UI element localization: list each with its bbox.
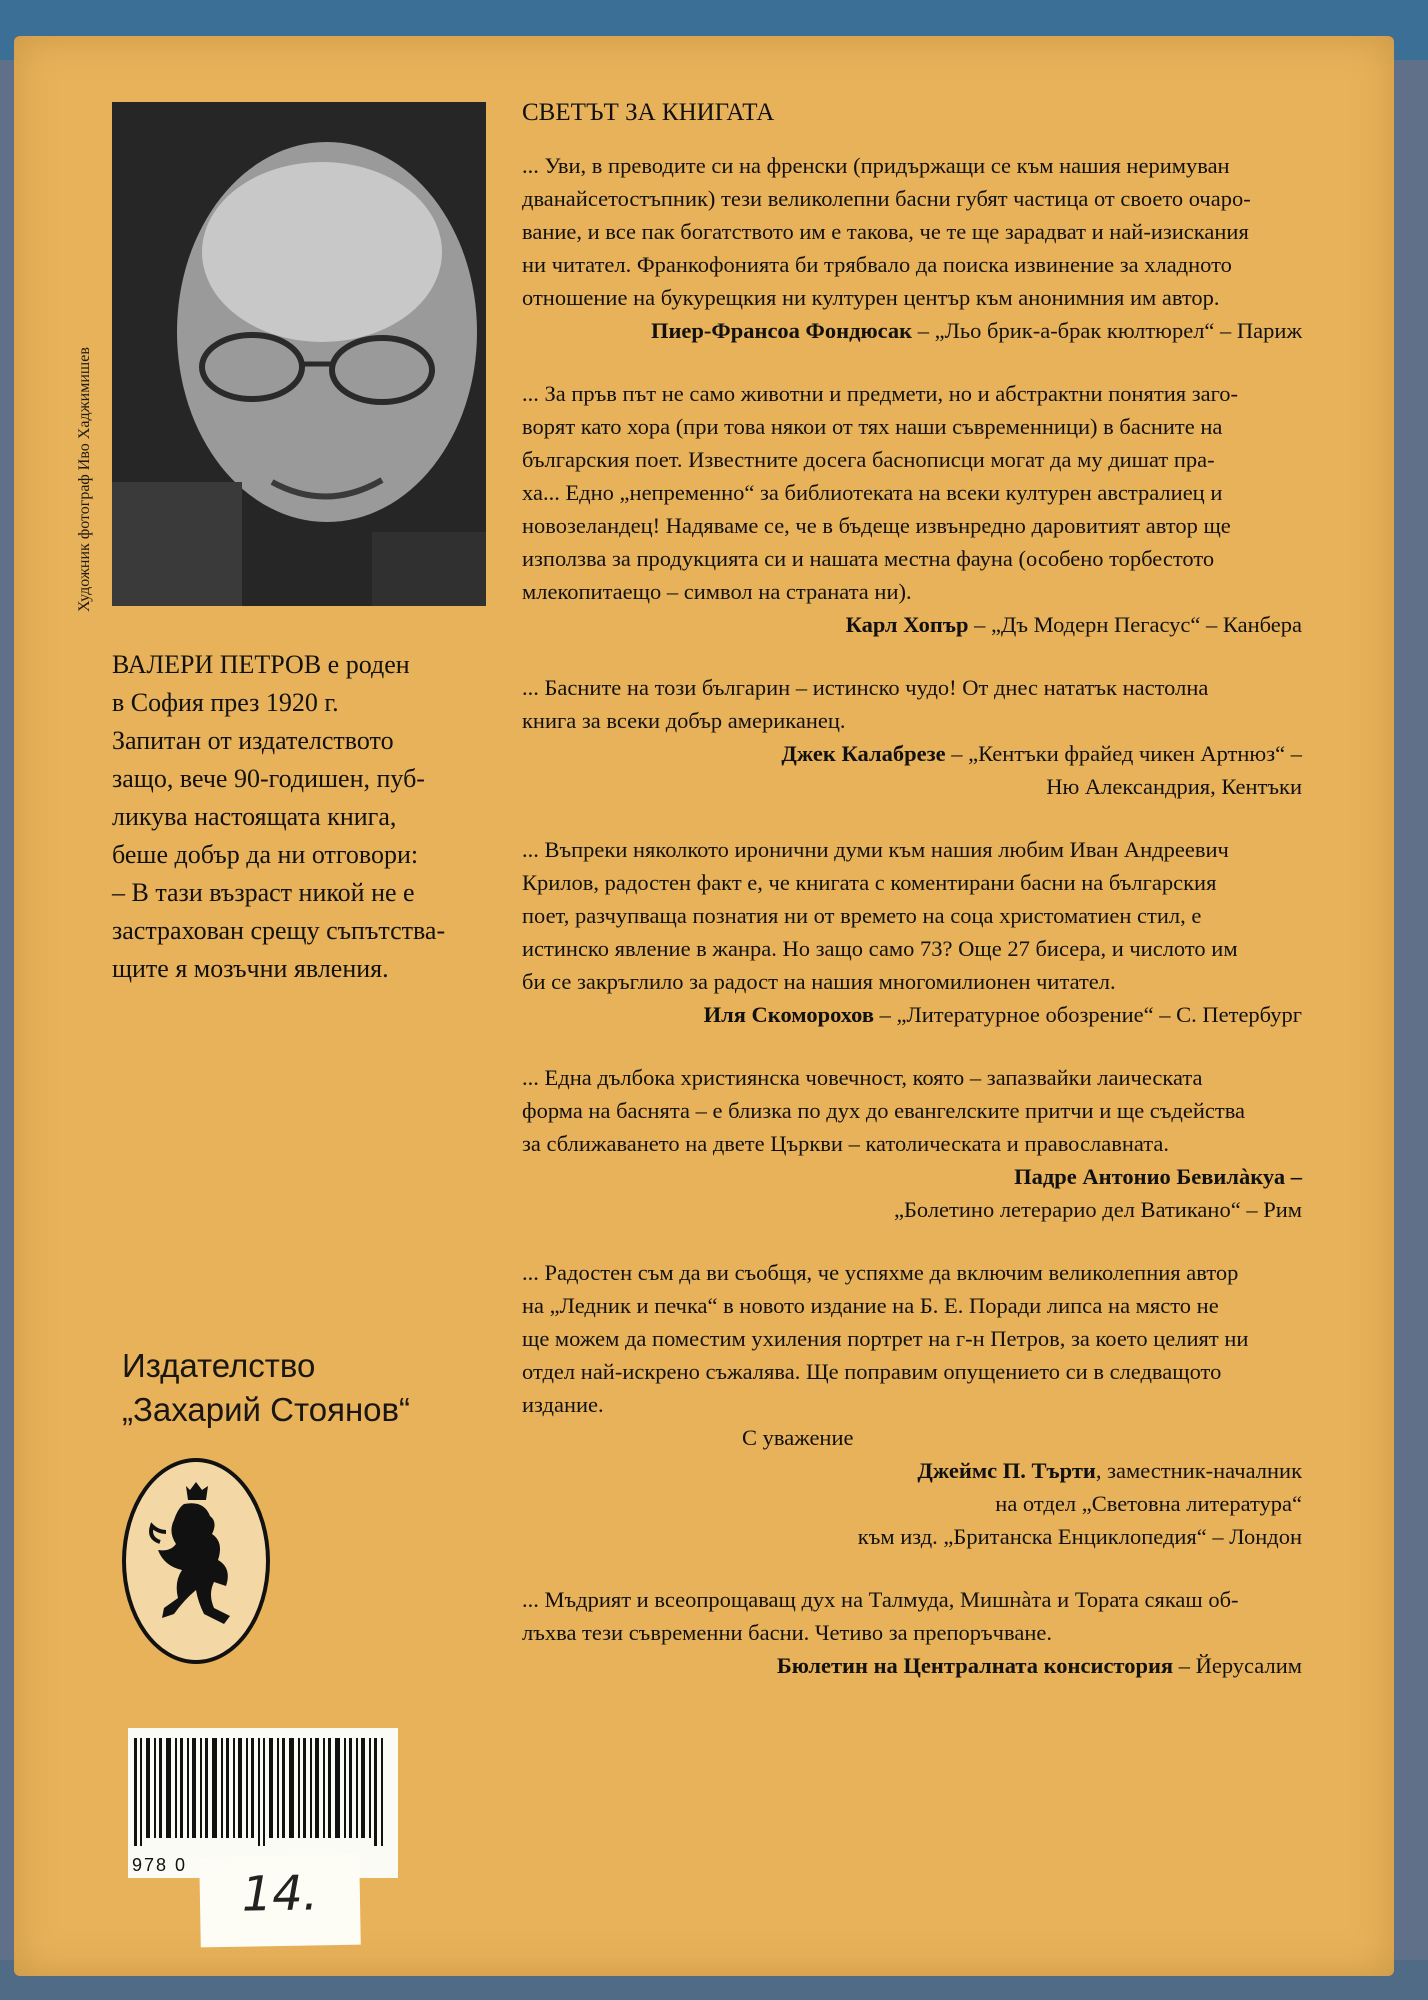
quote-line: книга за всеки добър американец. (522, 708, 846, 733)
publisher-lion-emblem-icon (122, 1458, 270, 1664)
bio-line: щите я мозъчни явления. (112, 954, 389, 983)
attribution-source: – „Льо брик-а-брак кюлтюрел“ – Париж (912, 318, 1302, 343)
quote-line: дванайсетостъпник) тези великолепни басни губят частица от своето очаро- (522, 186, 1251, 211)
quote-line: Крилов, радостен факт е, че книгата с коментирани басни на българския (522, 870, 1217, 895)
quote-attribution (522, 1160, 1302, 1193)
quote-line: форма на баснята – е близка по дух до евангелските притчи и ще съдейства (522, 1098, 1246, 1123)
publisher-name (122, 1344, 410, 1432)
quote-line: ... Уви, в преводите си на френски (придържащи се към нашия неримуван (522, 153, 1230, 178)
quote-attribution (522, 608, 1302, 641)
quote-line: отношение на букурещкия ни културен център към анонимния им автор. (522, 285, 1220, 310)
bio-line: ликува настоящата книга, (112, 802, 397, 831)
quote-attribution (522, 737, 1302, 770)
barcode-digits: 978 0 (132, 1855, 188, 1875)
attribution-author: Карл Хопър (845, 612, 969, 637)
quote-line: ... Радостен съм да ви съобщя, че успяхме да включим великолепния автор (522, 1260, 1239, 1285)
attribution-publisher: към изд. „Британска Енциклопедия“ – Лондон (857, 1524, 1302, 1549)
bio-line: Запитан от издателството (112, 726, 394, 755)
attribution-source: – „Кентъки фрайед чикен Артнюз“ – (945, 741, 1302, 766)
photo-credit: Художник фотограф Иво Хаджимишев (76, 347, 93, 612)
quote-line: отдел най-искрено съжалява. Ще поправим опущението си в следващото (522, 1359, 1222, 1384)
quote-line: ... За пръв път не само животни и предмети, но и абстрактни понятия заго- (522, 381, 1239, 406)
attribution-source: – „Литературное обозрение“ – С. Петербург (874, 1002, 1302, 1027)
bio-line: застрахован срещу съпътства- (112, 916, 446, 945)
bio-line: в София през 1920 г. (112, 688, 339, 717)
quote-line: млекопитаещо – символ на страната ни). (522, 579, 912, 604)
quote-attribution (522, 314, 1302, 347)
attribution-author: Бюлетин на Централната консистория (776, 1653, 1174, 1678)
quote-line: ха... Едно „непременно“ за библиотеката на всеки културен австралиец и (522, 480, 1223, 505)
attribution-author: Джек Калабрезе (781, 741, 946, 766)
price-sticker (199, 1855, 361, 1948)
quote-line: ... Басните на този българин – истинско чудо! От днес нататък настолна (522, 675, 1209, 700)
bio-line: – В тази възраст никой не е (112, 878, 415, 907)
quote-attribution (522, 1649, 1302, 1682)
publisher-line1: Издателство (122, 1347, 316, 1384)
quote-line: издание. (522, 1392, 604, 1417)
quote-line: би се закръглило за радост на нашия многомилионен читател. (522, 969, 1116, 994)
quote-line: използва за продукцията си и нашата местна фауна (особено торбестото (522, 546, 1215, 571)
section-title: СВЕТЪТ ЗА КНИГАТА (522, 99, 775, 126)
reviews-column (522, 96, 1302, 1682)
quote-line: ... Мъдрият и всеопрощаващ дух на Талмуда, Мишнàта и Тората сякаш об- (522, 1587, 1239, 1612)
quote-line: поет, разчупваща познатия ни от времето на соца христоматиен стил, е (522, 903, 1202, 928)
author-bio (112, 646, 492, 988)
sticker-text: 14. (241, 1865, 319, 1923)
bio-line: беше добър да ни отговори: (112, 840, 419, 869)
barcode-bars (128, 1728, 398, 1850)
quote-line: ... Една дълбока християнска човечност, която – запазвайки лаическата (522, 1065, 1203, 1090)
quote-line: ще можем да поместим ухиления портрет на г-н Петров, за което целият ни (522, 1326, 1249, 1351)
quote-line: ворят като хора (при това някои от тях наши съвременници) в басните на (522, 414, 1223, 439)
quote-attribution (522, 1454, 1302, 1487)
bio-line: защо, вече 90-годишен, пуб- (112, 764, 425, 793)
attribution-department: на отдел „Световна литература“ (995, 1491, 1302, 1516)
quote-line: ... Въпреки няколкото иронични думи към нашия любим Иван Андреевич (522, 837, 1229, 862)
attribution-author: Пиер-Франсоа Фондюсак (650, 318, 913, 343)
publisher-line2: „Захарий Стоянов“ (122, 1391, 411, 1428)
quote-line: за сближаването на двете Църкви – католическата и православната. (522, 1131, 1169, 1156)
attribution-author: Иля Скоморохов (703, 1002, 875, 1027)
quote-line: новозеландец! Надяваме се, че в бъдеще извънредно даровитият автор ще (522, 513, 1231, 538)
bio-line: ВАЛЕРИ ПЕТРОВ е роден (112, 650, 410, 679)
quote-line: вание, и все пак богатството им е такова, че те ще зарадват и най-изискания (522, 219, 1249, 244)
quote-attribution (522, 998, 1302, 1031)
letter-closing: С уважение (742, 1425, 854, 1450)
author-portrait-image (112, 102, 486, 606)
attribution-source: , заместник-началник (1095, 1458, 1302, 1483)
quote-line: истинско явление в жанра. Но защо само 73? Още 27 бисера, и числото им (522, 936, 1238, 961)
quote-line: ни читател. Франкофонията би трябвало да поиска извинение за хладното (522, 252, 1232, 277)
attribution-source: „Болетино летерарио дел Ватикано“ – Рим (893, 1197, 1302, 1222)
quote-line: на „Ледник и печка“ в новото издание на Б. Е. Поради липса на място не (522, 1293, 1219, 1318)
attribution-source: – Йерусалим (1173, 1653, 1302, 1678)
attribution-place: Ню Александрия, Кентъки (1046, 774, 1302, 799)
attribution-author: Джеймс П. Търти (917, 1458, 1096, 1483)
attribution-source: – „Дъ Модерн Пегасус“ – Канбера (968, 612, 1302, 637)
quote-line: българския поет. Известните досега баснописци могат да му дишат пра- (522, 447, 1215, 472)
quote-line: лъхва тези съвременни басни. Четиво за препоръчване. (522, 1620, 1052, 1645)
author-photo (112, 102, 486, 606)
attribution-author: Падре Антонио Бевилàкуа – (1014, 1164, 1302, 1189)
